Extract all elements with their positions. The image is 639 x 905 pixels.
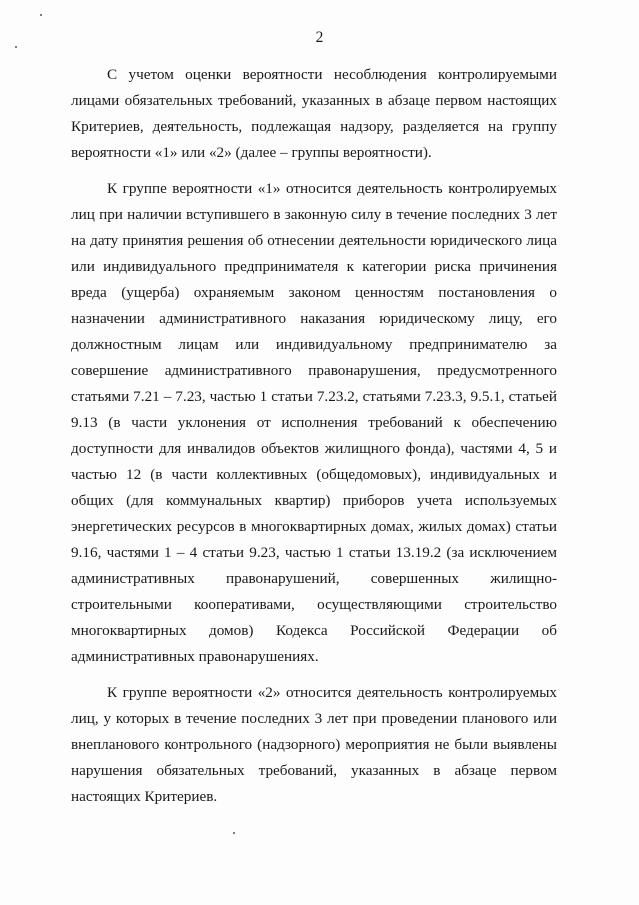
scan-speck xyxy=(233,832,235,834)
paragraph-probability-group-2: К группе вероятности «2» относится деятельность контролируемых лиц, у которых в течение последних 3 лет при проведении планового или внепланового контрольного (надзорного) мероприятия не были выявлены нарушения обязательных требований, указанных в абзаце первом настоящих Критериев. xyxy=(71,684,557,805)
paragraph-probability-group-1: К группе вероятности «1» относится деятельность контролируемых лиц при наличии вступившего в законную силу в течение последних 3 лет на дату принятия решения об отнесении деятельности юридического лица или индивидуального предпринимателя к категории риска причинения вреда (ущерба) охраняемым законом ценностям постановления о назначении административного наказания юридическому лицу, его должностным лицам или индивидуальному предпринимателю за совершение административного правонарушения, предусмотренного статьями 7.21 – 7.23, частью 1 статьи 7.23.2, статьями 7.23.3, 9.5.1, статьей 9.13 (в части уклонения от исполнения требований к обеспечению доступности для инвалидов объектов жилищного фонда), частями 4, 5 и частью 12 (в части коллективных (общедомовых), индивидуальных и общих (для коммунальных квартир) приборов учета используемых энергетических ресурсов в многоквартирных домах, жилых домах) статьи 9.16, частями 1 – 4 статьи 9.23, частью 1 статьи 13.19.2 (за исключением административных правонарушений, совершенных жилищно-строительными кооперативами, осуществляющими строительство многоквартирных домов) Кодекса Российской Федерации об административных правонарушениях. xyxy=(71,180,557,665)
scan-speck xyxy=(15,46,17,48)
scan-speck xyxy=(40,14,42,16)
page-number: 2 xyxy=(315,29,324,46)
paragraph-probability-criteria: С учетом оценки вероятности несоблюдения контролируемыми лицами обязательных требований, указанных в абзаце первом настоящих Критериев, деятельность, подлежащая надзору, разделяется на группу вероятности «1» или «2» (далее – группы вероятности). xyxy=(71,66,557,161)
document-body xyxy=(71,62,557,820)
